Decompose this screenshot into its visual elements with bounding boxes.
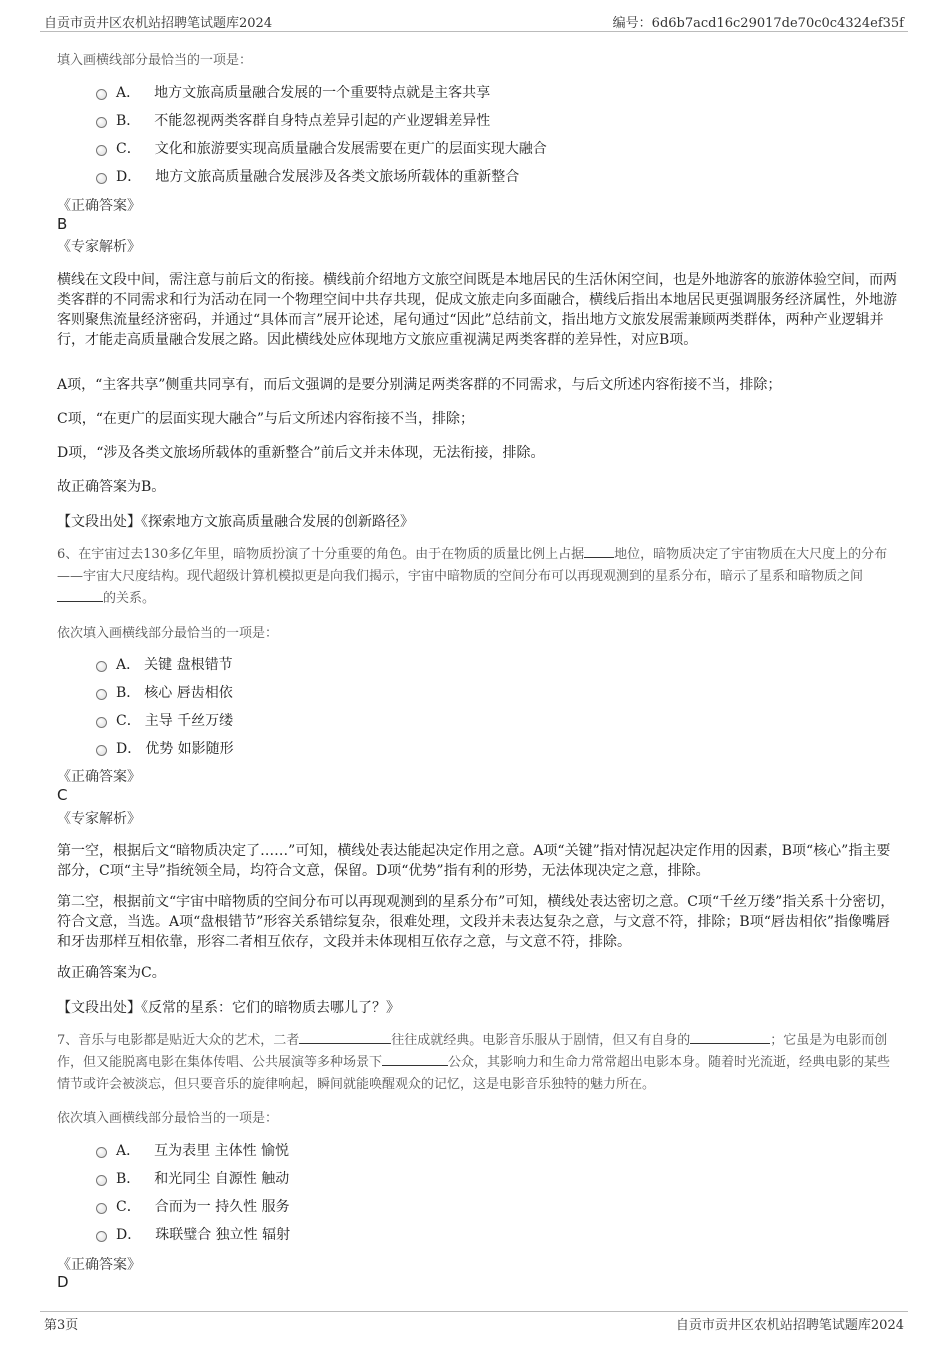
option-label: A． <box>116 85 141 101</box>
q5-analysis-tag: 《专家解析》 <box>57 239 141 255</box>
q5-analysis-para: D项，“涉及各类文旅场所载体的重新整合”前后文并未体现，无法衔接，排除。 <box>57 445 545 461</box>
option-text: 不能忽视两类客群自身特点差异引起的产业逻辑差异性 <box>154 113 491 129</box>
option-text: 文化和旅游要实现高质量融合发展需要在更广的层面实现大融合 <box>154 141 547 157</box>
option-text: 合而为一 持久性 服务 <box>154 1199 290 1215</box>
q6-option-b[interactable] <box>96 682 233 702</box>
option-text: 优势 如影随形 <box>145 741 234 757</box>
q7-stem-part: 往往成就经典。电影音乐服从于剧情，但又有自身的 <box>391 1033 691 1048</box>
radio-icon[interactable] <box>96 661 107 672</box>
q7-answer-tag: 《正确答案》 <box>57 1257 141 1273</box>
q7-option-c[interactable] <box>96 1196 290 1216</box>
q5-option-c[interactable] <box>96 138 547 158</box>
radio-icon[interactable] <box>96 1203 107 1214</box>
option-label: B． <box>116 113 141 129</box>
radio-icon[interactable] <box>96 745 107 756</box>
radio-icon[interactable] <box>96 145 107 156</box>
option-text: 核心 唇齿相依 <box>144 685 233 701</box>
option-label: D． <box>116 169 142 185</box>
q6-analysis-para: 故正确答案为C。 <box>57 965 166 981</box>
header-title: 自贡市贡井区农机站招聘笔试题库2024 <box>44 16 273 31</box>
q6-option-d[interactable] <box>96 738 234 758</box>
radio-icon[interactable] <box>96 1175 107 1186</box>
option-text: 互为表里 主体性 愉悦 <box>154 1143 290 1159</box>
q5-option-a[interactable] <box>96 82 490 102</box>
option-label: C． <box>116 1199 141 1215</box>
q5-option-d[interactable] <box>96 166 519 186</box>
q7-stem-part: 公众，其影响力和生命力常常超出电影本身。随着时光流逝，经典电影的某些情节或许会被淡忘，但只要音乐的旋律响起，瞬间就能唤醒观众的记忆，这是电影音乐独特的魅力所在。 <box>57 1055 891 1092</box>
option-text: 和光同尘 自源性 触动 <box>154 1171 290 1187</box>
q7-option-d[interactable] <box>96 1224 290 1244</box>
q5-analysis-para: A项，“主客共享”侧重共同享有，而后文强调的是要分别满足两类客群的不同需求，与后文所述内容衔接不当，排除； <box>57 377 782 393</box>
q6-analysis-para: 第二空，根据前文“宇宙中暗物质的空间分布可以再现观测到的星系分布”可知，横线处表达密切之意。C项“千丝万缕”指关系十分密切，符合文意，当选。A项“盘根错节”形容关系错综复杂，很难处理，文段并未表达复杂之意，与文意不符，排除；B项“唇齿相依”指像嘴唇和牙齿那样互相依靠，形容二者相互依存，文段并未体现相互依存之意，与文意不符，排除。 <box>57 894 895 950</box>
option-label: A． <box>116 657 141 673</box>
q6-blank <box>584 545 614 558</box>
q5-analysis-para: C项，“在更广的层面实现大融合”与后文所述内容衔接不当，排除； <box>57 411 475 427</box>
q7-blank <box>382 1053 448 1066</box>
q7-answer: D <box>57 1273 69 1291</box>
q6-stem-part: 6、在宇宙过去130多亿年里，暗物质扮演了十分重要的角色。由于在物质的质量比例上占据 <box>57 547 585 562</box>
option-label: B． <box>116 685 141 701</box>
q5-analysis-para: 横线在文段中间，需注意与前后文的衔接。横线前介绍地方文旅空间既是本地居民的生活休闲空间，也是外地游客的旅游体验空间，而两类客群的不同需求和行为活动在同一个物理空间中共存共现，促成文旅走向多面融合，横线后指出本地居民更强调服务经济属性，外地游客则聚焦流量经济密码，并通过“具体而言”展开论述，尾句通过“因此”总结前文，指出地方文旅发展需兼顾两类群体，两种产业逻辑并行，才能走高质量融合发展之路。因此横线处应体现地方文旅应重视满足两类客群的差异性，对应B项。 <box>57 272 897 348</box>
q5-analysis-para: 故正确答案为B。 <box>57 479 166 495</box>
footer-rule <box>40 1311 908 1312</box>
q6-option-c[interactable] <box>96 710 233 730</box>
q7-option-b[interactable] <box>96 1168 289 1188</box>
radio-icon[interactable] <box>96 89 107 100</box>
q6-option-a[interactable] <box>96 654 233 674</box>
q7-prompt: 依次填入画横线部分最恰当的一项是： <box>57 1111 279 1126</box>
option-text: 地方文旅高质量融合发展涉及各类文旅场所载体的重新整合 <box>155 169 520 185</box>
q6-stem-part: 地位，暗物质决定了宇宙物质在大尺度上的分布——宇宙大尺度结构。现代超级计算机模拟更是向我们揭示，宇宙中暗物质的空间分布可以再现观测到的星系分布，暗示了星系和暗物质之间 <box>57 547 888 584</box>
q5-answer-tag: 《正确答案》 <box>57 198 141 214</box>
q6-source: 【文段出处】《反常的星系：它们的暗物质去哪儿了？》 <box>57 1000 400 1016</box>
option-label: D． <box>116 741 142 757</box>
header-rule <box>40 31 908 32</box>
q5-source: 【文段出处】《探索地方文旅高质量融合发展的创新路径》 <box>57 514 414 530</box>
page-number: 第3页 <box>44 1318 79 1333</box>
option-label: D． <box>116 1227 142 1243</box>
radio-icon[interactable] <box>96 117 107 128</box>
q5-prompt: 填入画横线部分最恰当的一项是： <box>57 53 253 68</box>
option-label: C． <box>116 141 141 157</box>
page-header <box>0 0 950 32</box>
q6-stem <box>57 544 897 610</box>
radio-icon[interactable] <box>96 1231 107 1242</box>
radio-icon[interactable] <box>96 1147 107 1158</box>
footer-title: 自贡市贡井区农机站招聘笔试题库2024 <box>675 1318 904 1333</box>
q7-stem-part: 7、音乐与电影都是贴近大众的艺术，二者 <box>57 1033 300 1048</box>
q7-blank <box>299 1031 391 1044</box>
q6-stem-part: 的关系。 <box>103 591 156 606</box>
q7-blank <box>690 1031 770 1044</box>
q6-prompt: 依次填入画横线部分最恰当的一项是： <box>57 626 279 641</box>
option-text: 地方文旅高质量融合发展的一个重要特点就是主客共享 <box>154 85 491 101</box>
q6-blank <box>57 589 103 602</box>
q7-stem <box>57 1030 897 1096</box>
q6-analysis-tag: 《专家解析》 <box>57 811 141 827</box>
option-label: A． <box>116 1143 141 1159</box>
q6-answer: C <box>57 786 68 804</box>
header-code: 编号：6d6b7acd16c29017de70c0c4324ef35f <box>612 16 904 31</box>
radio-icon[interactable] <box>96 689 107 700</box>
radio-icon[interactable] <box>96 173 107 184</box>
q7-option-a[interactable] <box>96 1140 289 1160</box>
option-text: 主导 千丝万缕 <box>144 713 234 729</box>
option-text: 珠联璧合 独立性 辐射 <box>155 1227 291 1243</box>
option-label: B． <box>116 1171 141 1187</box>
q5-answer: B <box>57 215 68 233</box>
q5-option-b[interactable] <box>96 110 490 130</box>
radio-icon[interactable] <box>96 717 107 728</box>
q6-answer-tag: 《正确答案》 <box>57 769 141 785</box>
q7-stem-part: ；它虽是为电影而创作，但又能脱离电影在集体传唱、公共展演等多种场景下 <box>57 1033 888 1070</box>
q6-analysis-para: 第一空，根据后文“暗物质决定了……”可知，横线处表达能起决定作用之意。A项“关键”指对情况起决定作用的因素，B项“核心”指主要部分，C项“主导”指统领全局，均符合文意，保留。D项“优势”指有利的形势，无法体现决定之意，排除。 <box>57 843 891 879</box>
option-text: 关键 盘根错节 <box>144 657 233 673</box>
option-label: C． <box>116 713 141 729</box>
